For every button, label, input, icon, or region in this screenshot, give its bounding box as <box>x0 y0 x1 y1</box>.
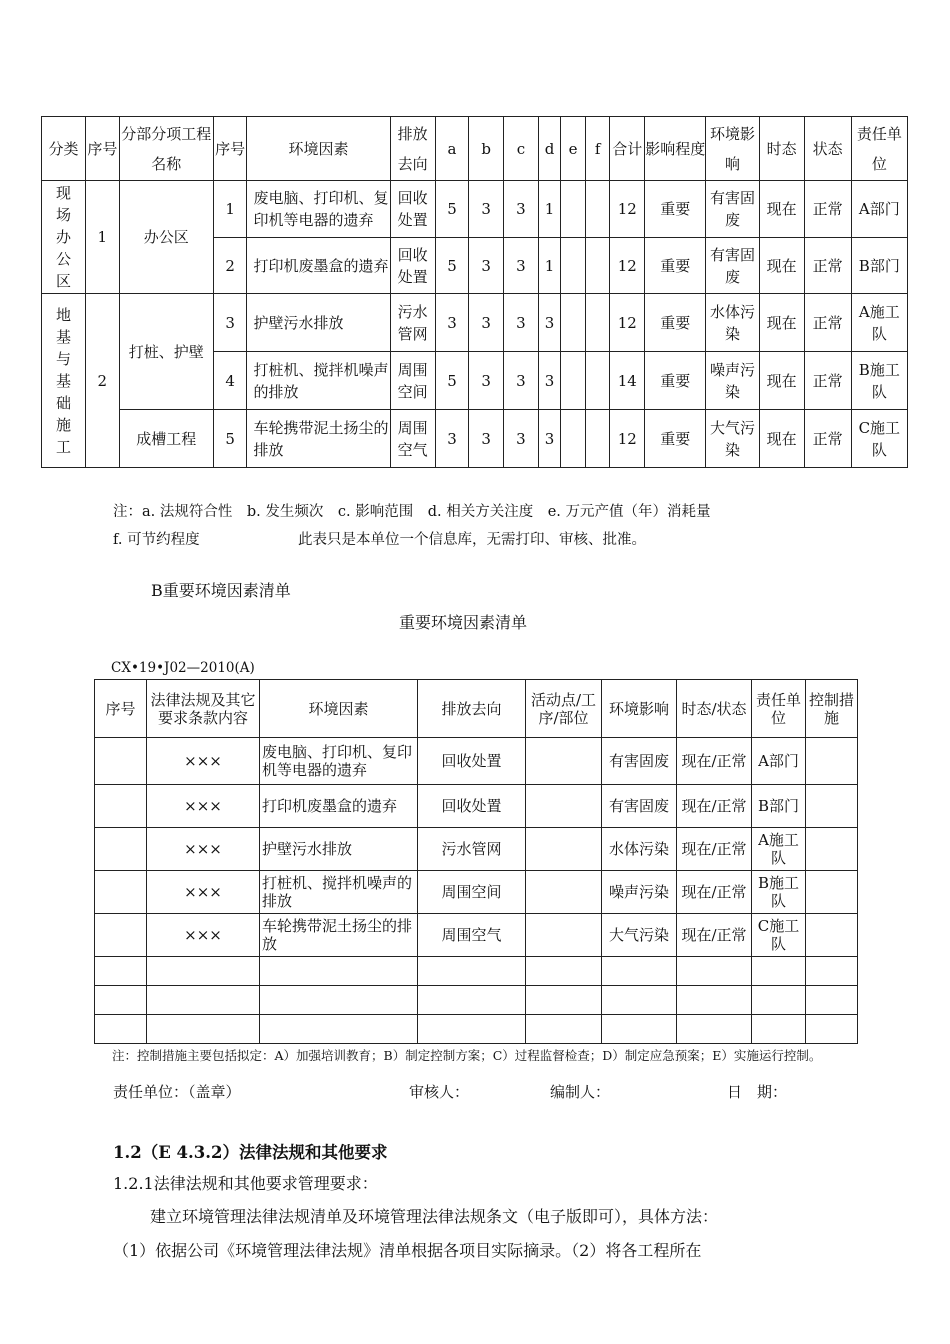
table2-cell-law: ××× <box>147 914 260 957</box>
table2-cell-state: 现在/正常 <box>677 785 752 828</box>
table1-cell-state: 正常 <box>804 410 851 468</box>
table1-note-line2b: 此表只是本单位一个信息库，无需打印、审核、批准。 <box>298 532 646 548</box>
table2-header-cell: 环境影响 <box>602 680 677 738</box>
table2-cell-state: 现在/正常 <box>677 738 752 785</box>
table2-empty-cell <box>752 1015 806 1044</box>
table1-header-cell: 排放去向 <box>390 117 435 181</box>
table1-cell-tense: 现在 <box>759 238 804 294</box>
table2-empty-cell <box>806 986 858 1015</box>
table1-cell-dest: 污水管网 <box>390 294 435 352</box>
table1-header-cell: 合计 <box>610 117 645 181</box>
paragraph-1: 建立环境管理法律法规清单及环境管理法律法规条文（电子版即可），具体方法： <box>150 1207 719 1226</box>
table1-cell-state: 正常 <box>804 238 851 294</box>
table1-cell-unit: C施工队 <box>851 410 907 468</box>
table1-header-cell: 环境因素 <box>247 117 390 181</box>
table1-cell-factor: 打印机废墨盒的遗弃 <box>247 238 390 294</box>
table2-cell-impact: 有害固废 <box>602 738 677 785</box>
table2-empty-cell <box>147 1015 260 1044</box>
table2-header-cell: 时态/状态 <box>677 680 752 738</box>
table2-cell-unit: A施工队 <box>752 828 806 871</box>
table1-cell-total: 12 <box>610 238 645 294</box>
table1-header-cell: 时态 <box>759 117 804 181</box>
table1-cell-dest: 周围空气 <box>390 410 435 468</box>
table2-cell-factor: 车轮携带泥土扬尘的排放 <box>260 914 418 957</box>
table1-cell-a: 3 <box>435 294 469 352</box>
table1-cell-e <box>561 410 586 468</box>
table1-cell-e <box>561 294 586 352</box>
table2-cell-no <box>95 738 147 785</box>
table2-empty-cell <box>602 986 677 1015</box>
table1-cell-dest: 回收处置 <box>390 181 435 238</box>
table2-cell-dest: 回收处置 <box>418 738 526 785</box>
table2-header-cell: 环境因素 <box>260 680 418 738</box>
table1-cell-total: 12 <box>610 294 645 352</box>
table1-category-cell: 地基与基础施工 <box>42 294 86 468</box>
table2-cell-state: 现在/正常 <box>677 828 752 871</box>
table1-cell-b: 3 <box>469 410 504 468</box>
table1-cell-f <box>585 238 610 294</box>
table2-header-cell: 责任单位 <box>752 680 806 738</box>
table1-header-cell: 分类 <box>42 117 86 181</box>
key-factor-table <box>94 679 858 1044</box>
table1-note-line2a: f. 可节约程度 <box>113 532 200 548</box>
table2-empty-cell <box>418 986 526 1015</box>
sign-date: 日 期： <box>727 1083 788 1101</box>
table2-empty-cell <box>526 957 602 986</box>
table2-cell-impact: 噪声污染 <box>602 871 677 914</box>
table2-cell-no <box>95 914 147 957</box>
table2-empty-cell <box>260 957 418 986</box>
table1-cell-c: 3 <box>504 238 539 294</box>
table1-subitem-cell: 成槽工程 <box>119 410 213 468</box>
table2-empty-cell <box>418 957 526 986</box>
sign-unit: 责任单位：（盖章） <box>113 1083 241 1101</box>
table2-cell-no <box>95 871 147 914</box>
table2-empty-cell <box>147 957 260 986</box>
table2-empty-cell <box>95 957 147 986</box>
table1-header-cell: 序号 <box>85 117 119 181</box>
table1-cell-state: 正常 <box>804 181 851 238</box>
table2-empty-cell <box>806 957 858 986</box>
table1-cell-b: 3 <box>469 352 504 410</box>
table1-cell-b: 3 <box>469 181 504 238</box>
table1-cell-seq: 1 <box>213 181 247 238</box>
table2-note: 注：控制措施主要包括拟定：A）加强培训教育；B）制定控制方案；C）过程监督检查；D）制定应急预案；E）实施运行控制。 <box>112 1048 822 1063</box>
table2-cell-factor: 打印机废墨盒的遗弃 <box>260 785 418 828</box>
table1-cell-seq: 5 <box>213 410 247 468</box>
sign-editor: 编制人： <box>550 1083 611 1101</box>
table2-cell-impact: 有害固废 <box>602 785 677 828</box>
table1-cell-impact: 有害固废 <box>706 238 759 294</box>
table1-header-cell: 环境影响 <box>706 117 759 181</box>
paragraph-2: （1）依据公司《环境管理法律法规》清单根据各项目实际摘录。（2）将各工程所在 <box>113 1241 702 1260</box>
table1-cell-dest: 回收处置 <box>390 238 435 294</box>
table1-cell-seq: 3 <box>213 294 247 352</box>
table2-header-cell: 控制措施 <box>806 680 858 738</box>
table1-cell-b: 3 <box>469 238 504 294</box>
table1-cell-degree: 重要 <box>645 238 706 294</box>
table2-empty-cell <box>752 986 806 1015</box>
table1-header-cell: 分部分项工程名称 <box>119 117 213 181</box>
table1-cell-d: 1 <box>538 238 560 294</box>
table1-category-cell: 现场办公区 <box>42 181 86 294</box>
table2-cell-point <box>526 828 602 871</box>
table2-cell-point <box>526 871 602 914</box>
table2-cell-state: 现在/正常 <box>677 914 752 957</box>
table1-cell-unit: A施工队 <box>851 294 907 352</box>
table1-cell-seq: 4 <box>213 352 247 410</box>
table1-cell-impact: 水体污染 <box>706 294 759 352</box>
table1-cell-tense: 现在 <box>759 181 804 238</box>
table1-header-cell: 状态 <box>804 117 851 181</box>
table2-empty-cell <box>95 986 147 1015</box>
table1-cell-a: 5 <box>435 238 469 294</box>
table2-header-cell: 法律法规及其它要求条款内容 <box>147 680 260 738</box>
table2-cell-law: ××× <box>147 785 260 828</box>
table1-header-cell: d <box>538 117 560 181</box>
table1-cell-total: 14 <box>610 352 645 410</box>
table2-cell-unit: C施工队 <box>752 914 806 957</box>
table1-cell-state: 正常 <box>804 352 851 410</box>
table2-cell-unit: B部门 <box>752 785 806 828</box>
table2-empty-cell <box>95 1015 147 1044</box>
table1-header-cell: b <box>469 117 504 181</box>
table2-cell-measure <box>806 828 858 871</box>
sign-reviewer: 审核人： <box>409 1083 470 1101</box>
table1-cell-impact: 噪声污染 <box>706 352 759 410</box>
table1-header-cell: 影响程度 <box>645 117 706 181</box>
table2-cell-point <box>526 785 602 828</box>
table1-cell-f <box>585 352 610 410</box>
table2-title: 重要环境因素清单 <box>399 613 528 632</box>
table1-cell-d: 1 <box>538 181 560 238</box>
table1-cell-degree: 重要 <box>645 181 706 238</box>
table2-cell-dest: 周围空间 <box>418 871 526 914</box>
table2-header-cell: 活动点/工序/部位 <box>526 680 602 738</box>
environmental-factor-table <box>41 116 908 468</box>
table1-cell-d: 3 <box>538 294 560 352</box>
table2-cell-measure <box>806 738 858 785</box>
table1-cell-degree: 重要 <box>645 294 706 352</box>
table1-cell-unit: A部门 <box>851 181 907 238</box>
table2-cell-dest: 周围空气 <box>418 914 526 957</box>
heading-1-2-1: 1.2.1法律法规和其他要求管理要求： <box>113 1174 378 1193</box>
table2-cell-law: ××× <box>147 828 260 871</box>
table2-empty-cell <box>602 957 677 986</box>
table1-header-cell: f <box>585 117 610 181</box>
table2-empty-cell <box>147 986 260 1015</box>
table1-cell-tense: 现在 <box>759 352 804 410</box>
table1-cell-d: 3 <box>538 410 560 468</box>
table1-cell-e <box>561 181 586 238</box>
table1-subitem-cell: 办公区 <box>119 181 213 294</box>
table1-cell-f <box>585 410 610 468</box>
table2-empty-cell <box>526 1015 602 1044</box>
section-b-label: B重要环境因素清单 <box>151 581 291 600</box>
table1-cell-e <box>561 352 586 410</box>
table1-cell-a: 3 <box>435 410 469 468</box>
table1-cell-e <box>561 238 586 294</box>
table2-cell-state: 现在/正常 <box>677 871 752 914</box>
table2-cell-impact: 水体污染 <box>602 828 677 871</box>
table2-cell-no <box>95 785 147 828</box>
table2-cell-impact: 大气污染 <box>602 914 677 957</box>
table2-cell-point <box>526 738 602 785</box>
table1-cell-impact: 有害固废 <box>706 181 759 238</box>
table2-cell-dest: 污水管网 <box>418 828 526 871</box>
table2-empty-cell <box>752 957 806 986</box>
table1-cell-state: 正常 <box>804 294 851 352</box>
table2-cell-unit: B施工队 <box>752 871 806 914</box>
table2-empty-cell <box>677 986 752 1015</box>
table1-cell-c: 3 <box>504 294 539 352</box>
table2-cell-law: ××× <box>147 738 260 785</box>
table1-cell-total: 12 <box>610 410 645 468</box>
table1-cell-a: 5 <box>435 352 469 410</box>
table2-empty-cell <box>526 986 602 1015</box>
table2-empty-cell <box>260 1015 418 1044</box>
table1-cell-factor: 车轮携带泥土扬尘的排放 <box>247 410 390 468</box>
table1-cell-factor: 护壁污水排放 <box>247 294 390 352</box>
table1-cell-impact: 大气污染 <box>706 410 759 468</box>
table2-cell-measure <box>806 785 858 828</box>
table1-cell-dest: 周围空间 <box>390 352 435 410</box>
table1-cell-degree: 重要 <box>645 410 706 468</box>
table1-group-no-cell: 2 <box>85 294 119 468</box>
table2-cell-factor: 护壁污水排放 <box>260 828 418 871</box>
table1-note-line1: 注：a. 法规符合性 b. 发生频次 c. 影响范围 d. 相关方关注度 e. 万元产值（年）消耗量 <box>113 504 711 520</box>
table1-cell-seq: 2 <box>213 238 247 294</box>
table1-header-cell: 责任单位 <box>851 117 907 181</box>
table2-empty-cell <box>260 986 418 1015</box>
table2-header-cell: 排放去向 <box>418 680 526 738</box>
table1-header-cell: e <box>561 117 586 181</box>
table1-cell-b: 3 <box>469 294 504 352</box>
table1-cell-tense: 现在 <box>759 410 804 468</box>
table1-cell-c: 3 <box>504 352 539 410</box>
table1-cell-c: 3 <box>504 181 539 238</box>
table2-empty-cell <box>418 1015 526 1044</box>
heading-1-2: 1.2（E 4.3.2）法律法规和其他要求 <box>113 1143 388 1162</box>
table1-subitem-cell: 打桩、护壁 <box>119 294 213 410</box>
table2-cell-unit: A部门 <box>752 738 806 785</box>
table1-cell-c: 3 <box>504 410 539 468</box>
table2-cell-measure <box>806 871 858 914</box>
table2-empty-cell <box>677 957 752 986</box>
table2-cell-dest: 回收处置 <box>418 785 526 828</box>
table1-cell-f <box>585 181 610 238</box>
table2-cell-law: ××× <box>147 871 260 914</box>
table2-header-cell: 序号 <box>95 680 147 738</box>
table1-cell-unit: B部门 <box>851 238 907 294</box>
table2-empty-cell <box>806 1015 858 1044</box>
table1-cell-total: 12 <box>610 181 645 238</box>
table1-cell-unit: B施工队 <box>851 352 907 410</box>
table2-cell-factor: 废电脑、打印机、复印机等电器的遗弃 <box>260 738 418 785</box>
table1-cell-d: 3 <box>538 352 560 410</box>
table1-cell-degree: 重要 <box>645 352 706 410</box>
table1-header-cell: 序号 <box>213 117 247 181</box>
table2-empty-cell <box>677 1015 752 1044</box>
table1-header-cell: a <box>435 117 469 181</box>
table2-cell-no <box>95 828 147 871</box>
table1-header-cell: c <box>504 117 539 181</box>
table1-cell-tense: 现在 <box>759 294 804 352</box>
table1-cell-factor: 打桩机、搅拌机噪声的排放 <box>247 352 390 410</box>
table1-cell-factor: 废电脑、打印机、复印机等电器的遗弃 <box>247 181 390 238</box>
table1-group-no-cell: 1 <box>85 181 119 294</box>
table2-empty-cell <box>602 1015 677 1044</box>
table1-cell-a: 5 <box>435 181 469 238</box>
table2-cell-measure <box>806 914 858 957</box>
table2-cell-factor: 打桩机、搅拌机噪声的排放 <box>260 871 418 914</box>
table2-cell-point <box>526 914 602 957</box>
table1-cell-f <box>585 294 610 352</box>
doc-code: CX•19•J02—2010(A) <box>111 660 255 676</box>
